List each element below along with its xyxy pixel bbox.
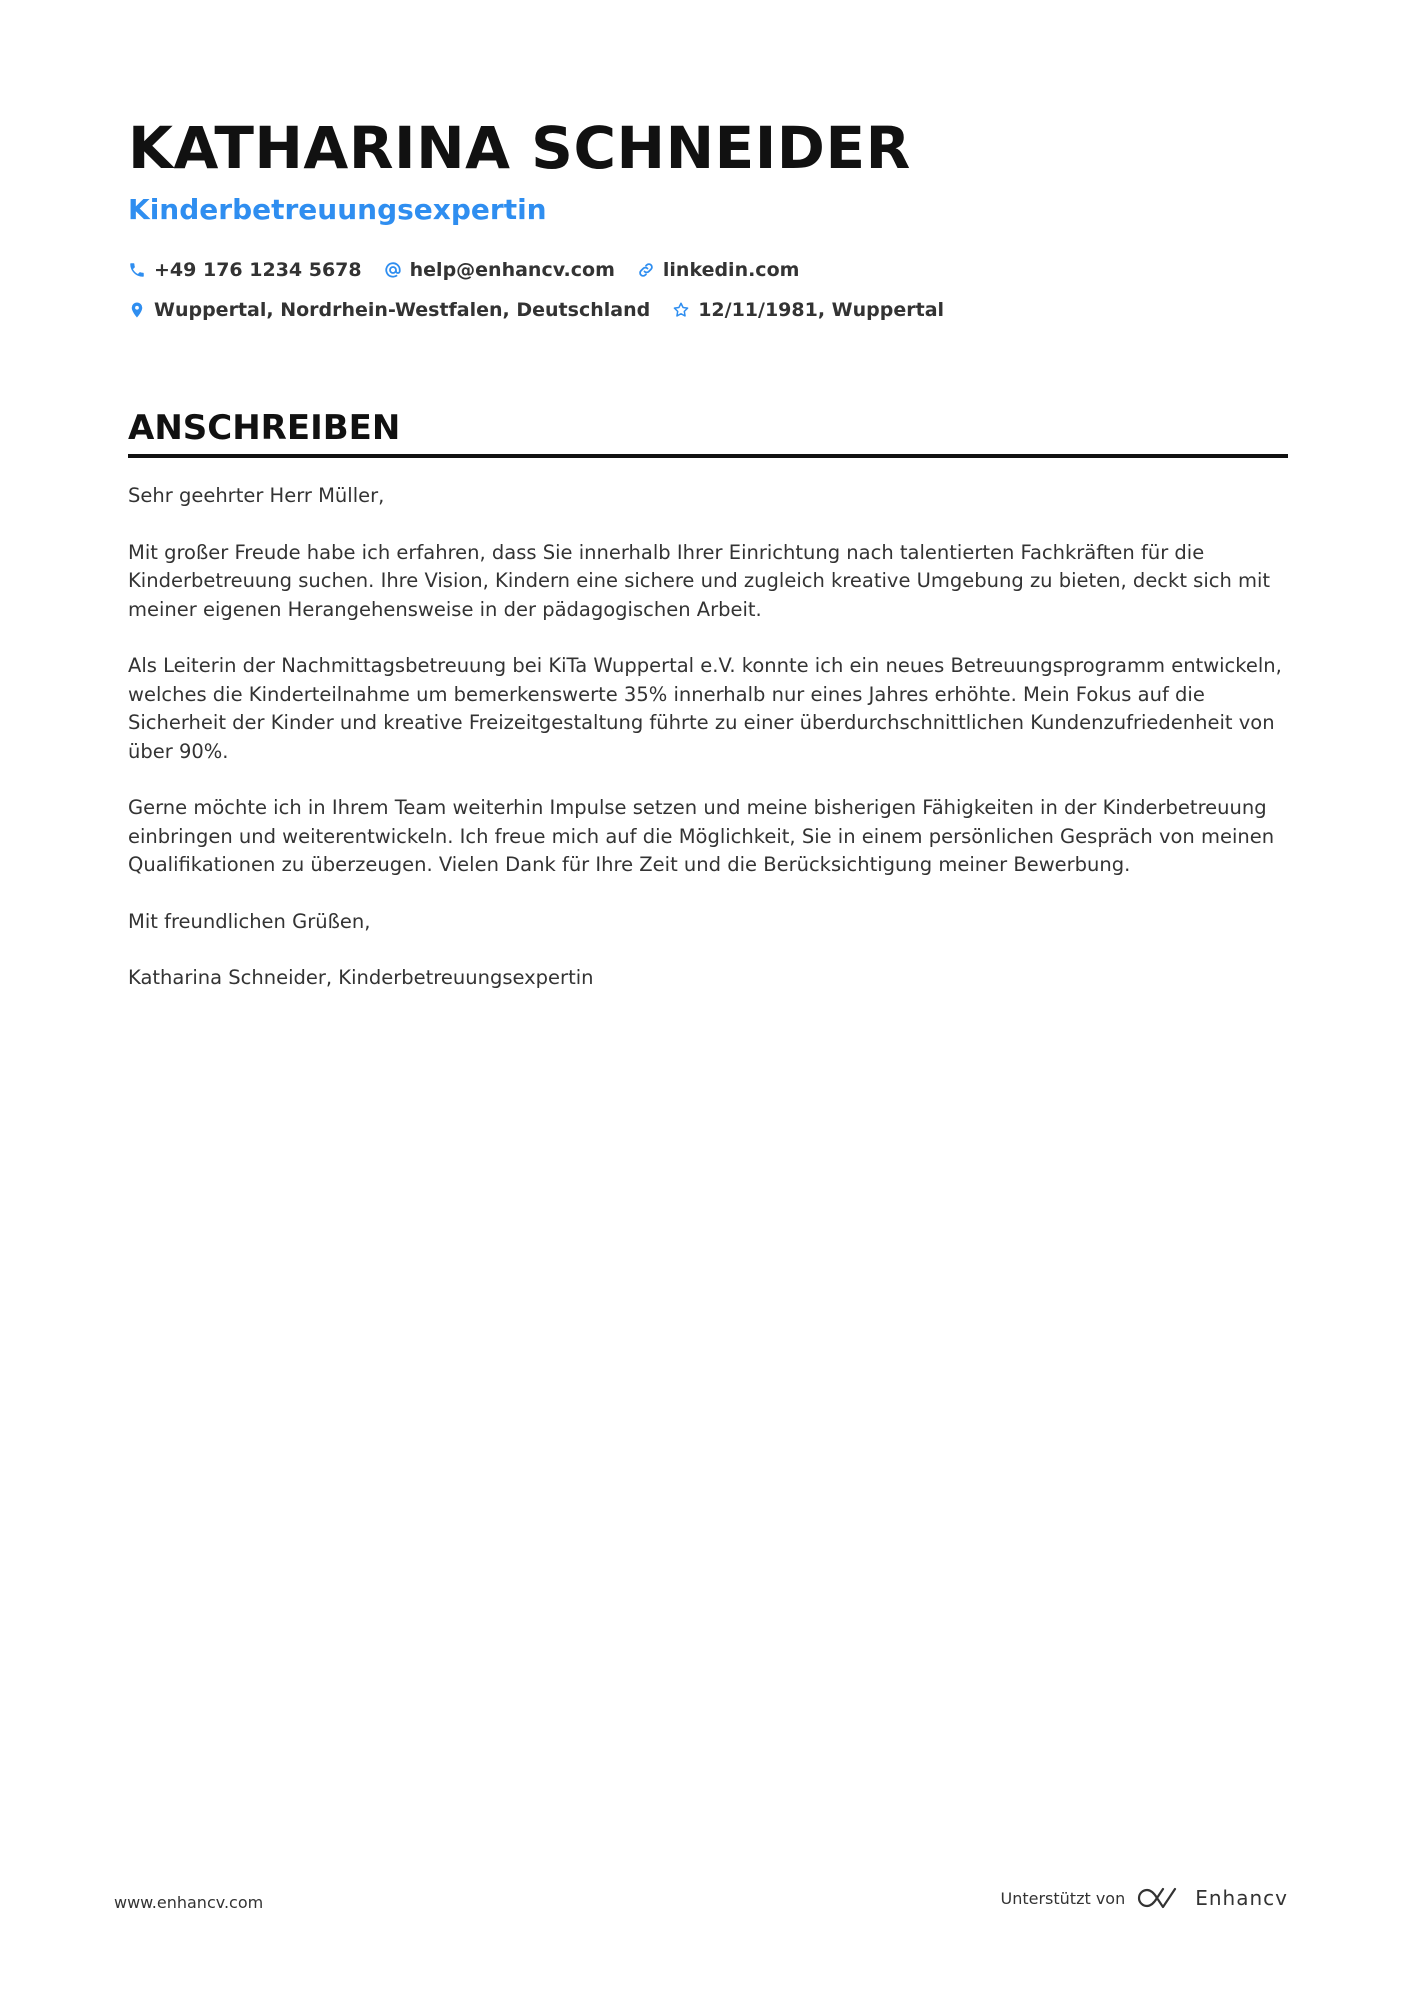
footer-branding[interactable] (1001, 1884, 1289, 1912)
location-pin-icon (128, 301, 146, 319)
footer-website[interactable]: www.enhancv.com (114, 1893, 264, 1912)
contact-linkedin-text[interactable]: linkedin.com (662, 259, 800, 281)
contact-phone (128, 256, 362, 284)
link-icon (637, 261, 655, 279)
letter-paragraph-3: Gerne möchte ich in Ihrem Team weiterhin Impulse setzen und meine bisherigen Fähigkeiten in der Kinderbetreuung einbringen und weiterentwickeln. Ich freue mich auf die Möglichkeit, Sie in einem persönlichen Gespräch von meinen Qualifikationen zu überzeugen. Vielen Dank für Ihre Zeit und die Berücksichtigung meiner Bewerbung. (128, 796, 1275, 876)
star-icon (672, 301, 690, 319)
contact-location (128, 296, 650, 324)
contact-email-text[interactable]: help@enhancv.com (409, 259, 615, 281)
letter-paragraph-1: Mit großer Freude habe ich erfahren, dass Sie innerhalb Ihrer Einrichtung nach talentierten Fachkräften für die Kinderbetreuung suchen. Ihre Vision, Kindern eine sichere und zugleich kreative Umgebung zu bieten, deckt sich mit meiner eigenen Herangehensweise in der pädagogischen Arbeit. (128, 540, 1271, 621)
brand-name: Enhancv (1195, 1886, 1288, 1910)
enhancv-logo-icon (1137, 1884, 1183, 1912)
phone-icon (128, 261, 146, 279)
powered-by-text: Unterstützt von (1000, 1888, 1126, 1908)
contact-linkedin[interactable] (637, 256, 800, 284)
letter-signature: Katharina Schneider, Kinderbetreuungsexpertin (128, 966, 594, 989)
section-divider (128, 454, 1288, 458)
contact-email[interactable] (384, 256, 615, 284)
letter-body (128, 482, 1288, 993)
cover-letter-section (128, 406, 1288, 1021)
candidate-name: KATHARINA SCHNEIDER (128, 114, 911, 182)
job-title: Kinderbetreuungsexpertin (128, 193, 547, 226)
section-title: ANSCHREIBEN (128, 408, 401, 448)
contact-birth-text: 12/11/1981, Wuppertal (698, 299, 945, 321)
contact-birth (672, 296, 944, 324)
letter-paragraph-2: Als Leiterin der Nachmittagsbetreuung bei KiTa Wuppertal e.V. konnte ich ein neues Betreuungsprogramm entwickeln, welches die Kinderteilnahme um bemerkenswerte 35% innerhalb nur eines Jahres erhöhte. Mein Fokus auf die Sicherheit der Kinder und kreative Freizeitgestaltung führte zu einer überdurchschnittlichen Kundenzufriedenheit von über 90%. (128, 654, 1282, 763)
contact-phone-text: +49 176 1234 5678 (154, 259, 362, 281)
contact-list (128, 256, 1288, 324)
letter-closing: Mit freundlichen Grüßen, (128, 909, 371, 933)
header (128, 112, 1288, 324)
contact-location-text: Wuppertal, Nordrhein-Westfalen, Deutschland (154, 299, 651, 321)
at-icon (384, 261, 402, 279)
letter-salutation: Sehr geehrter Herr Müller, (128, 484, 385, 507)
